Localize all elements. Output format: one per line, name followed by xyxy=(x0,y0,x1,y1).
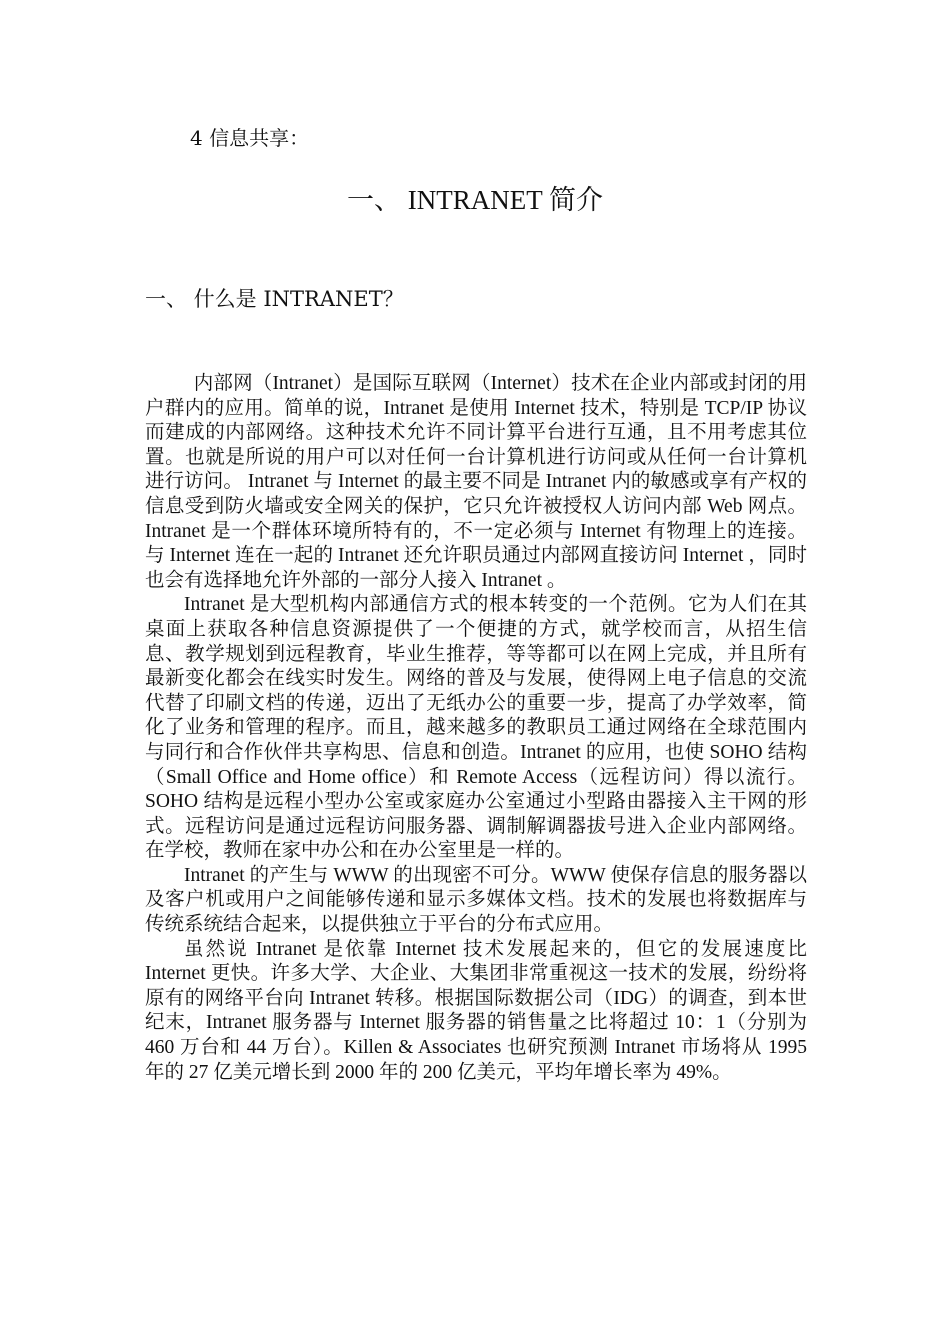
body-text xyxy=(145,372,807,1085)
section-heading: 一、 什么是 INTRANET？ xyxy=(145,287,404,311)
paragraph-1: 内部网（Intranet）是国际互联网（Internet）技术在企业内部或封闭的用户群内的应用。简单的说，Intranet 是使用 Internet 技术，特别是 TCP/IP 协议而建成的内部网络。这种技术允许不同计算平台进行互通，且不用考虑其位置。也就是所说的用户可以对任何一台计算机进行访问或从任何一台计算机进行访问。 Intranet 与 Internet 的最主要不同是 Intranet 内的敏感或享有产权的信息受到防火墙或安全网关的保护，它只允许被授权人访问内部 Web 网点。Intranet 是一个群体环境所特有的，不一定必须与 Internet 有物理上的连接。与 Internet 连在一起的 Intranet 还允许职员通过内部网直接访问 Internet ，同时也会有选择地允许外部的一部分人接入 Intranet 。 xyxy=(145,373,807,591)
paragraph-4: 虽然说 Intranet 是依靠 Internet 技术发展起来的，但它的发展速度比 Internet 更快。许多大学、大企业、大集团非常重视这一技术的发展，纷纷将原有的网络平台向 Intranet 转移。根据国际数据公司（IDG）的调查，到本世纪末，Intranet 服务器与 Internet 服务器的销售量之比将超过 10：1（分别为 460 万台和 44 万台）。Killen & Associates 也研究预测 Intranet 市场将从 1995 年的 27 亿美元增长到 2000 年的 200 亿美元，平均年增长率为 49%。 xyxy=(145,938,807,1083)
chapter-title: 一、 INTRANET 简介 xyxy=(347,185,603,215)
paragraph-3: Intranet 的产生与 WWW 的出现密不可分。WWW 使保存信息的服务器以及客户机或用户之间能够传递和显示多媒体文档。技术的发展也将数据库与传统系统结合起来，以提供独立于平台的分布式应用。 xyxy=(145,864,807,936)
top-note: 4 信息共享： xyxy=(190,126,310,150)
paragraph-2: Intranet 是大型机构内部通信方式的根本转变的一个范例。它为人们在其桌面上获取各种信息资源提供了一个便捷的方式，就学校而言，从招生信息、教学规划到远程教育，毕业生推荐，等等都可以在网上完成，并且所有最新变化都会在线实时发生。网络的普及与发展，使得网上电子信息的交流代替了印刷文档的传递，迈出了无纸办公的重要一步，提高了办学效率，简化了业务和管理的程序。而且，越来越多的教职员工通过网络在全球范围内与同行和合作伙伴共享构思、信息和创造。Intranet 的应用，也使 SOHO 结构（Small Office and Home office）和 Remote Access（远程访问）得以流行。SOHO 结构是远程小型办公室或家庭办公室通过小型路由器接入主干网的形式。远程访问是通过远程访问服务器、调制解调器拔号进入企业内部网络。在学校，教师在家中办公和在办公室里是一样的。 xyxy=(145,594,807,862)
